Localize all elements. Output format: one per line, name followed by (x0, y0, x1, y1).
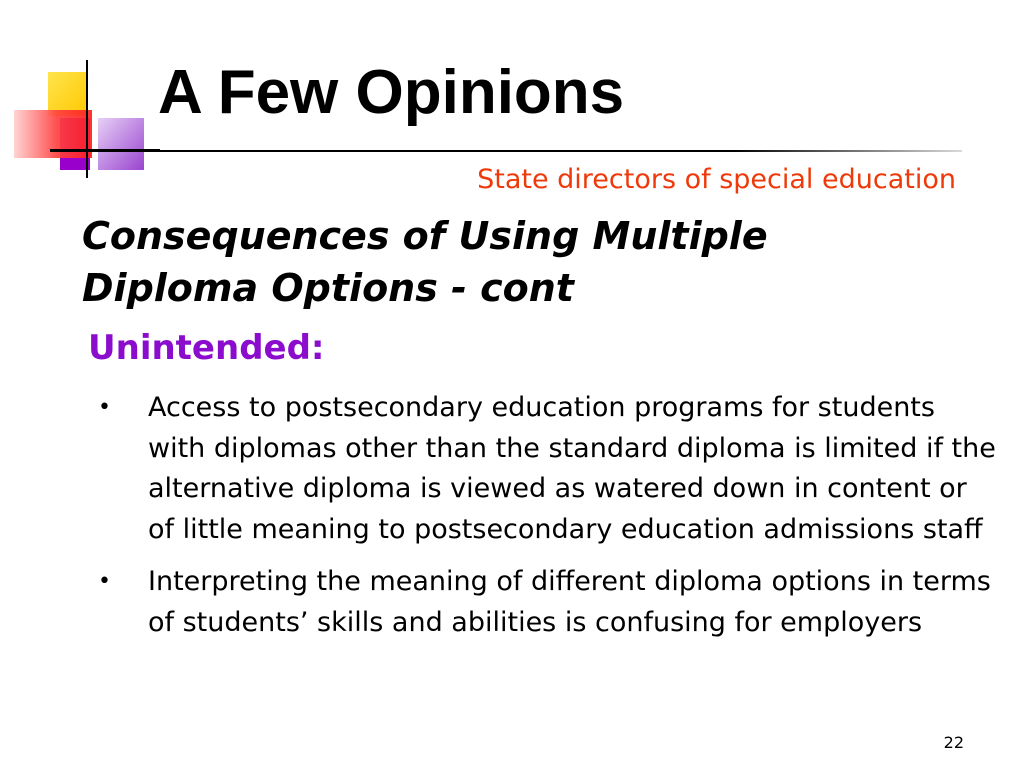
title-divider (50, 150, 962, 152)
bullet-item (98, 562, 998, 643)
deco-yellow-square (48, 72, 88, 116)
bullet-text: Access to postsecondary education programs for students with diplomas other than the standard diploma is limited if the alternative diploma is viewed as watered down in content or of little meaning to postsecondary education admissions staff (148, 392, 996, 545)
unintended-subheading: Unintended: (88, 328, 325, 368)
bullet-list (98, 388, 998, 655)
bullet-marker: • (98, 395, 111, 420)
section-heading-line-2: Diploma Options - cont (82, 266, 574, 310)
slide-subtitle: State directors of special education (477, 164, 956, 195)
decorative-squares-logo (0, 0, 160, 190)
section-heading-line-1: Consequences of Using Multiple (82, 214, 768, 258)
section-heading (82, 210, 962, 314)
bullet-marker: • (98, 569, 111, 594)
deco-lavender-square (98, 118, 144, 170)
page-number: 22 (943, 733, 964, 752)
slide-title: A Few Opinions (158, 58, 625, 127)
bullet-text: Interpreting the meaning of different diploma options in terms of students’ skills and abilities is confusing for employers (148, 566, 991, 638)
bullet-item (98, 388, 998, 550)
